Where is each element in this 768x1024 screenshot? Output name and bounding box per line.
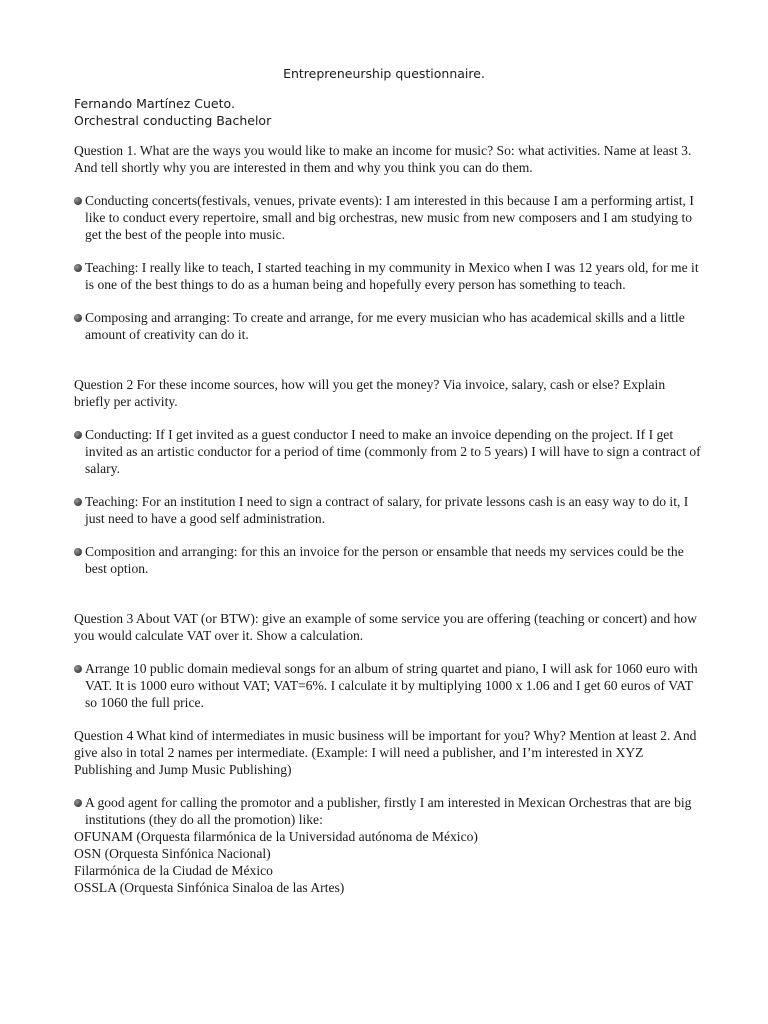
question-3: Question 3 About VAT (or BTW): give an example of some service you are offering (teaching or concert) and how you would calculate VAT over it. Show a calculation. xyxy=(74,611,697,643)
author-program: Orchestral conducting Bachelor xyxy=(74,113,272,128)
question-2: Question 2 For these income sources, how will you get the money? Via invoice, salary, cash or else? Explain briefly per activity. xyxy=(74,377,666,409)
bullet-icon xyxy=(74,197,82,205)
orchestra-item: OSN (Orquesta Sinfónica Nacional) xyxy=(74,846,271,861)
bullet-icon xyxy=(74,264,82,272)
q2-answer-2-text: Teaching: For an institution I need to sign a contract of salary, for private lessons cash is an easy way to do it, I just need to have a good self administration. xyxy=(85,494,689,526)
author-block xyxy=(74,95,271,129)
bullet-icon xyxy=(74,548,82,556)
document-title: Entrepreneurship questionnaire. xyxy=(283,66,485,81)
q1-answer-2-text: Teaching: I really like to teach, I started teaching in my community in Mexico when I was 12 years old, for me it is one of the best things to do as a human being and hopefully every person has something to teach. xyxy=(85,260,699,292)
q1-answer-3 xyxy=(74,309,702,343)
orchestra-item: Filarmónica de la Ciudad de México xyxy=(74,863,273,878)
question-4: Question 4 What kind of intermediates in music business will be important for you? Why? Mention at least 2. And give also in total 2 names per intermediate. (Example: I will need a publisher, and I’m interested in XYZ Publishing and Jump Music Publishing) xyxy=(74,728,697,777)
q2-answer-3 xyxy=(74,543,702,577)
q2-answer-3-text: Composition and arranging: for this an invoice for the person or ensamble that needs my services could be the best option. xyxy=(85,544,684,576)
bullet-icon xyxy=(74,498,82,506)
q3-answer-1 xyxy=(74,660,702,711)
q1-answer-1 xyxy=(74,192,702,243)
q1-answer-3-text: Composing and arranging: To create and arrange, for me every musician who has academical skills and a little amount of creativity can do it. xyxy=(85,310,685,342)
orchestra-item: OSSLA (Orquesta Sinfónica Sinaloa de las Artes) xyxy=(74,880,345,895)
q2-answer-2 xyxy=(74,493,702,527)
bullet-icon xyxy=(74,665,82,673)
orchestra-item: OFUNAM (Orquesta filarmónica de la Universidad autónoma de México) xyxy=(74,829,478,844)
q1-answer-2 xyxy=(74,259,702,293)
bullet-icon xyxy=(74,314,82,322)
author-name: Fernando Martínez Cueto. xyxy=(74,96,235,111)
q3-answer-1-text: Arrange 10 public domain medieval songs for an album of string quartet and piano, I will ask for 1060 euro with VAT. It is 1000 euro without VAT; VAT=6%. I calculate it by multiplying 1000 x 1.06 and I get 60 euros of VAT so 1060 the full price. xyxy=(85,661,698,710)
question-1: Question 1. What are the ways you would like to make an income for music? So: what activities. Name at least 3. And tell shortly why you are interested in them and why you think you can do them. xyxy=(74,143,692,175)
questionnaire-body xyxy=(74,142,702,896)
bullet-icon xyxy=(74,431,82,439)
q1-answer-1-text: Conducting concerts(festivals, venues, private events): I am interested in this because I am a performing artist, I like to conduct every repertoire, small and big orchestras, new music from new composers and I am studying to get the best of the people into music. xyxy=(85,193,694,242)
q4-answer-1-text: A good agent for calling the promotor and a publisher, firstly I am interested in Mexican Orchestras that are big institutions (they do all the promotion) like: xyxy=(85,795,692,827)
bullet-icon xyxy=(74,799,82,807)
q2-answer-1-text: Conducting: If I get invited as a guest conductor I need to make an invoice depending on the project. If I get invited as an artistic conductor for a period of time (commonly from 2 to 5 years) I will have to sign a contract of salary. xyxy=(85,427,701,476)
q2-answer-1 xyxy=(74,426,702,477)
q4-answer-1 xyxy=(74,794,702,828)
